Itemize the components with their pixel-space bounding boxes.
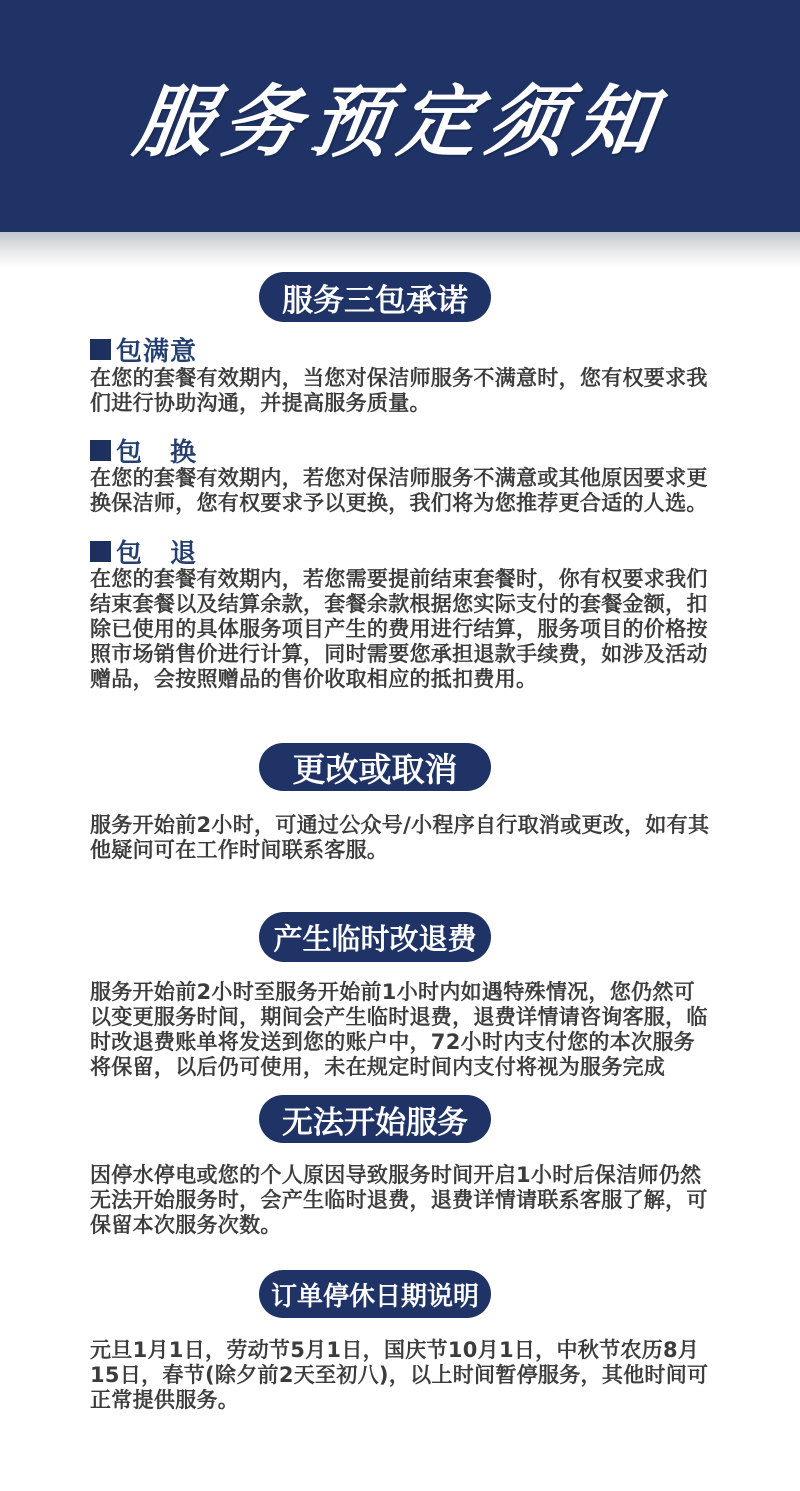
section-pill-holiday-schedule: 订单停休日期说明 [259,1270,491,1318]
sub-heading-label: 包 换 [116,438,198,468]
square-bullet-icon [90,440,111,461]
paragraph-cannot-start-service: 因停水停电或您的个人原因导致服务时间开启1小时后保洁师仍然无法开始服务时，会产生临时退费，退费详情请联系客服了解，可保留本次服务次数。 [90,1163,708,1237]
section-three-guarantees-content [90,336,712,692]
square-bullet-icon [90,339,111,360]
section-pill-three-guarantees: 服务三包承诺 [259,272,491,322]
paragraph-holiday-schedule: 元旦1月1日，劳动节5月1日，国庆节10月1日，中秋节农历8月15日，春节(除夕前2天至初八)，以上时间暂停服务，其他时间可正常提供服务。 [90,1338,709,1412]
sub-heading-label: 包满意 [116,337,198,367]
paragraph-change-cancel: 服务开始前2小时，可通过公众号/小程序自行取消或更改，如有其他疑问可在工作时间联系客服。 [90,813,710,862]
sub-heading-satisfaction [90,336,712,367]
paragraph-replace: 在您的套餐有效期内，若您对保洁师服务不满意或其他原因要求更换保洁师，您有权要求予以更换，我们将为您推荐更合适的人选。 [90,466,708,515]
sub-heading-refund [90,538,712,569]
square-bullet-icon [90,541,111,562]
sub-heading-label: 包 退 [116,539,198,569]
paragraph-temporary-refund-fee: 服务开始前2小时至服务开始前1小时内如遇特殊情况，您仍然可以变更服务时间，期间会产生临时退费，退费详情请咨询客服，临时改退费账单将发送到您的账户中，72小时内支付您的本次服务将保留，以后仍可使用，未在规定时间内支付将视为服务完成 [90,980,708,1079]
banner-shadow-divider [0,232,800,268]
header-banner [0,0,800,232]
sub-heading-replace [90,437,712,468]
section-pill-temporary-refund-fee: 产生临时改退费 [259,912,491,962]
paragraph-refund: 在您的套餐有效期内，若您需要提前结束套餐时，你有权要求我们结束套餐以及结算余款，套餐余款根据您实际支付的套餐金额，扣除已使用的具体服务项目产生的费用进行结算，服务项目的价格按照市场销售价进行计算，同时需要您承担退款手续费，如涉及活动赠品，会按照赠品的售价收取相应的抵扣费用。 [90,567,708,691]
paragraph-satisfaction: 在您的套餐有效期内，当您对保洁师服务不满意时，您有权要求我们进行协助沟通，并提高服务质量。 [90,366,708,415]
section-pill-change-cancel: 更改或取消 [259,743,491,791]
section-pill-cannot-start-service: 无法开始服务 [259,1095,491,1143]
page-title: 服务预定须知 [128,78,670,168]
